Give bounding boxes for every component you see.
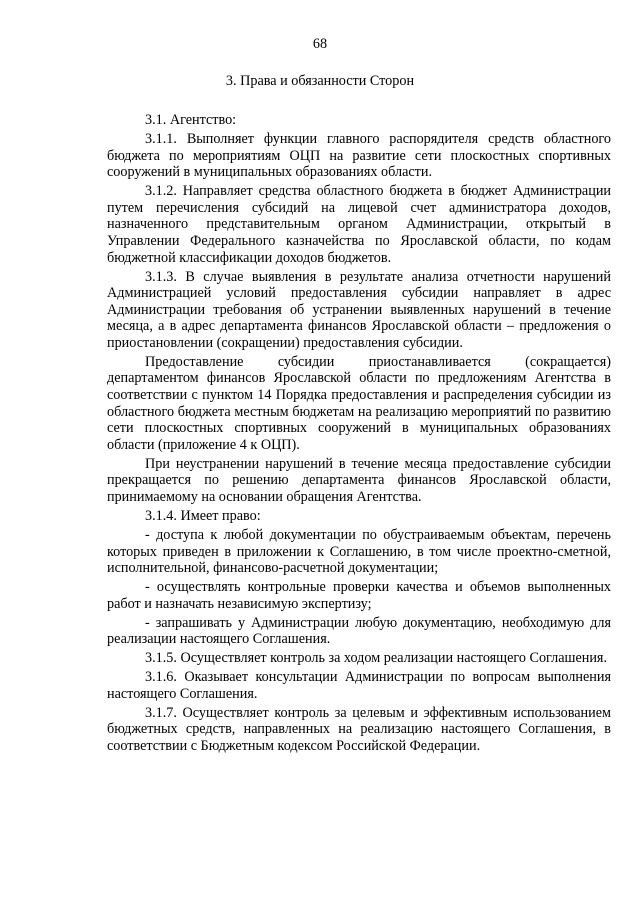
paragraph-suspension: Предоставление субсидии приостанавливается (сокращается) департаментом финансов Ярославской области по предложениям Агентства в соответствии с пунктом 14 Порядка предоставления и распределения субсидии из областного бюджета местным бюджетам на реализацию мероприятий по развитию сети плоскостных спортивных сооружений в муниципальных образованиях области (приложение 4 к ОЦП). xyxy=(107,353,611,453)
paragraph-3-1-5: 3.1.5. Осуществляет контроль за ходом реализации настоящего Соглашения. xyxy=(145,650,608,667)
section-title: 3. Права и обязанности Сторон xyxy=(225,73,415,89)
bullet-documentation-access: - доступа к любой документации по обустраиваемым объектам, перечень которых приведен в приложении к Соглашению, в том числе проектно-сметной, исполнительной, финансово-расчетной документации; xyxy=(107,526,611,577)
paragraph-3-1-4: 3.1.4. Имеет право: xyxy=(145,508,261,524)
paragraph-termination: При неустранении нарушений в течение месяца предоставление субсидии прекращается по решению департамента финансов Ярославской области, принимаемому на основании обращения Агентства. xyxy=(107,455,611,506)
bullet-request-documents: - запрашивать у Администрации любую документацию, необходимую для реализации настоящего Соглашения. xyxy=(107,614,611,648)
paragraph-3-1: 3.1. Агентство: xyxy=(145,112,237,128)
paragraph-3-1-6: 3.1.6. Оказывает консультации Администрации по вопросам выполнения настоящего Соглашения. xyxy=(107,669,611,702)
document-body xyxy=(107,112,611,757)
paragraph-3-1-2: 3.1.2. Направляет средства областного бюджета в бюджет Администрации путем перечисления субсидий на лицевой счет администратора доходов, назначенного представительным органом Администрации, открытый в Управлении Федерального казначейства по Ярославской области, по кодам бюджетной классификации доходов бюджетов. xyxy=(107,183,611,266)
paragraph-3-1-7: 3.1.7. Осуществляет контроль за целевым и эффективным использованием бюджетных средств, направленных на реализацию настоящего Соглашения, в соответствии с Бюджетным кодексом Российской Федерации. xyxy=(107,704,611,755)
paragraph-3-1-1: 3.1.1. Выполняет функции главного распорядителя средств областного бюджета по мероприятиям ОЦП на развитие сети плоскостных спортивных сооружений в муниципальных образованиях области. xyxy=(107,130,611,181)
paragraph-3-1-3: 3.1.3. В случае выявления в результате анализа отчетности нарушений Администрацией условий предоставления субсидии направляет в адрес Администрации требования об устранении выявленных нарушений в течение месяца, а в адрес департамента финансов Ярославской области – предложения о приостановлении (сокращении) предоставления субсидии. xyxy=(107,268,611,351)
bullet-quality-control: - осуществлять контрольные проверки качества и объемов выполненных работ и назначать независимую экспертизу; xyxy=(107,579,611,612)
page-number: 68 xyxy=(312,36,328,52)
